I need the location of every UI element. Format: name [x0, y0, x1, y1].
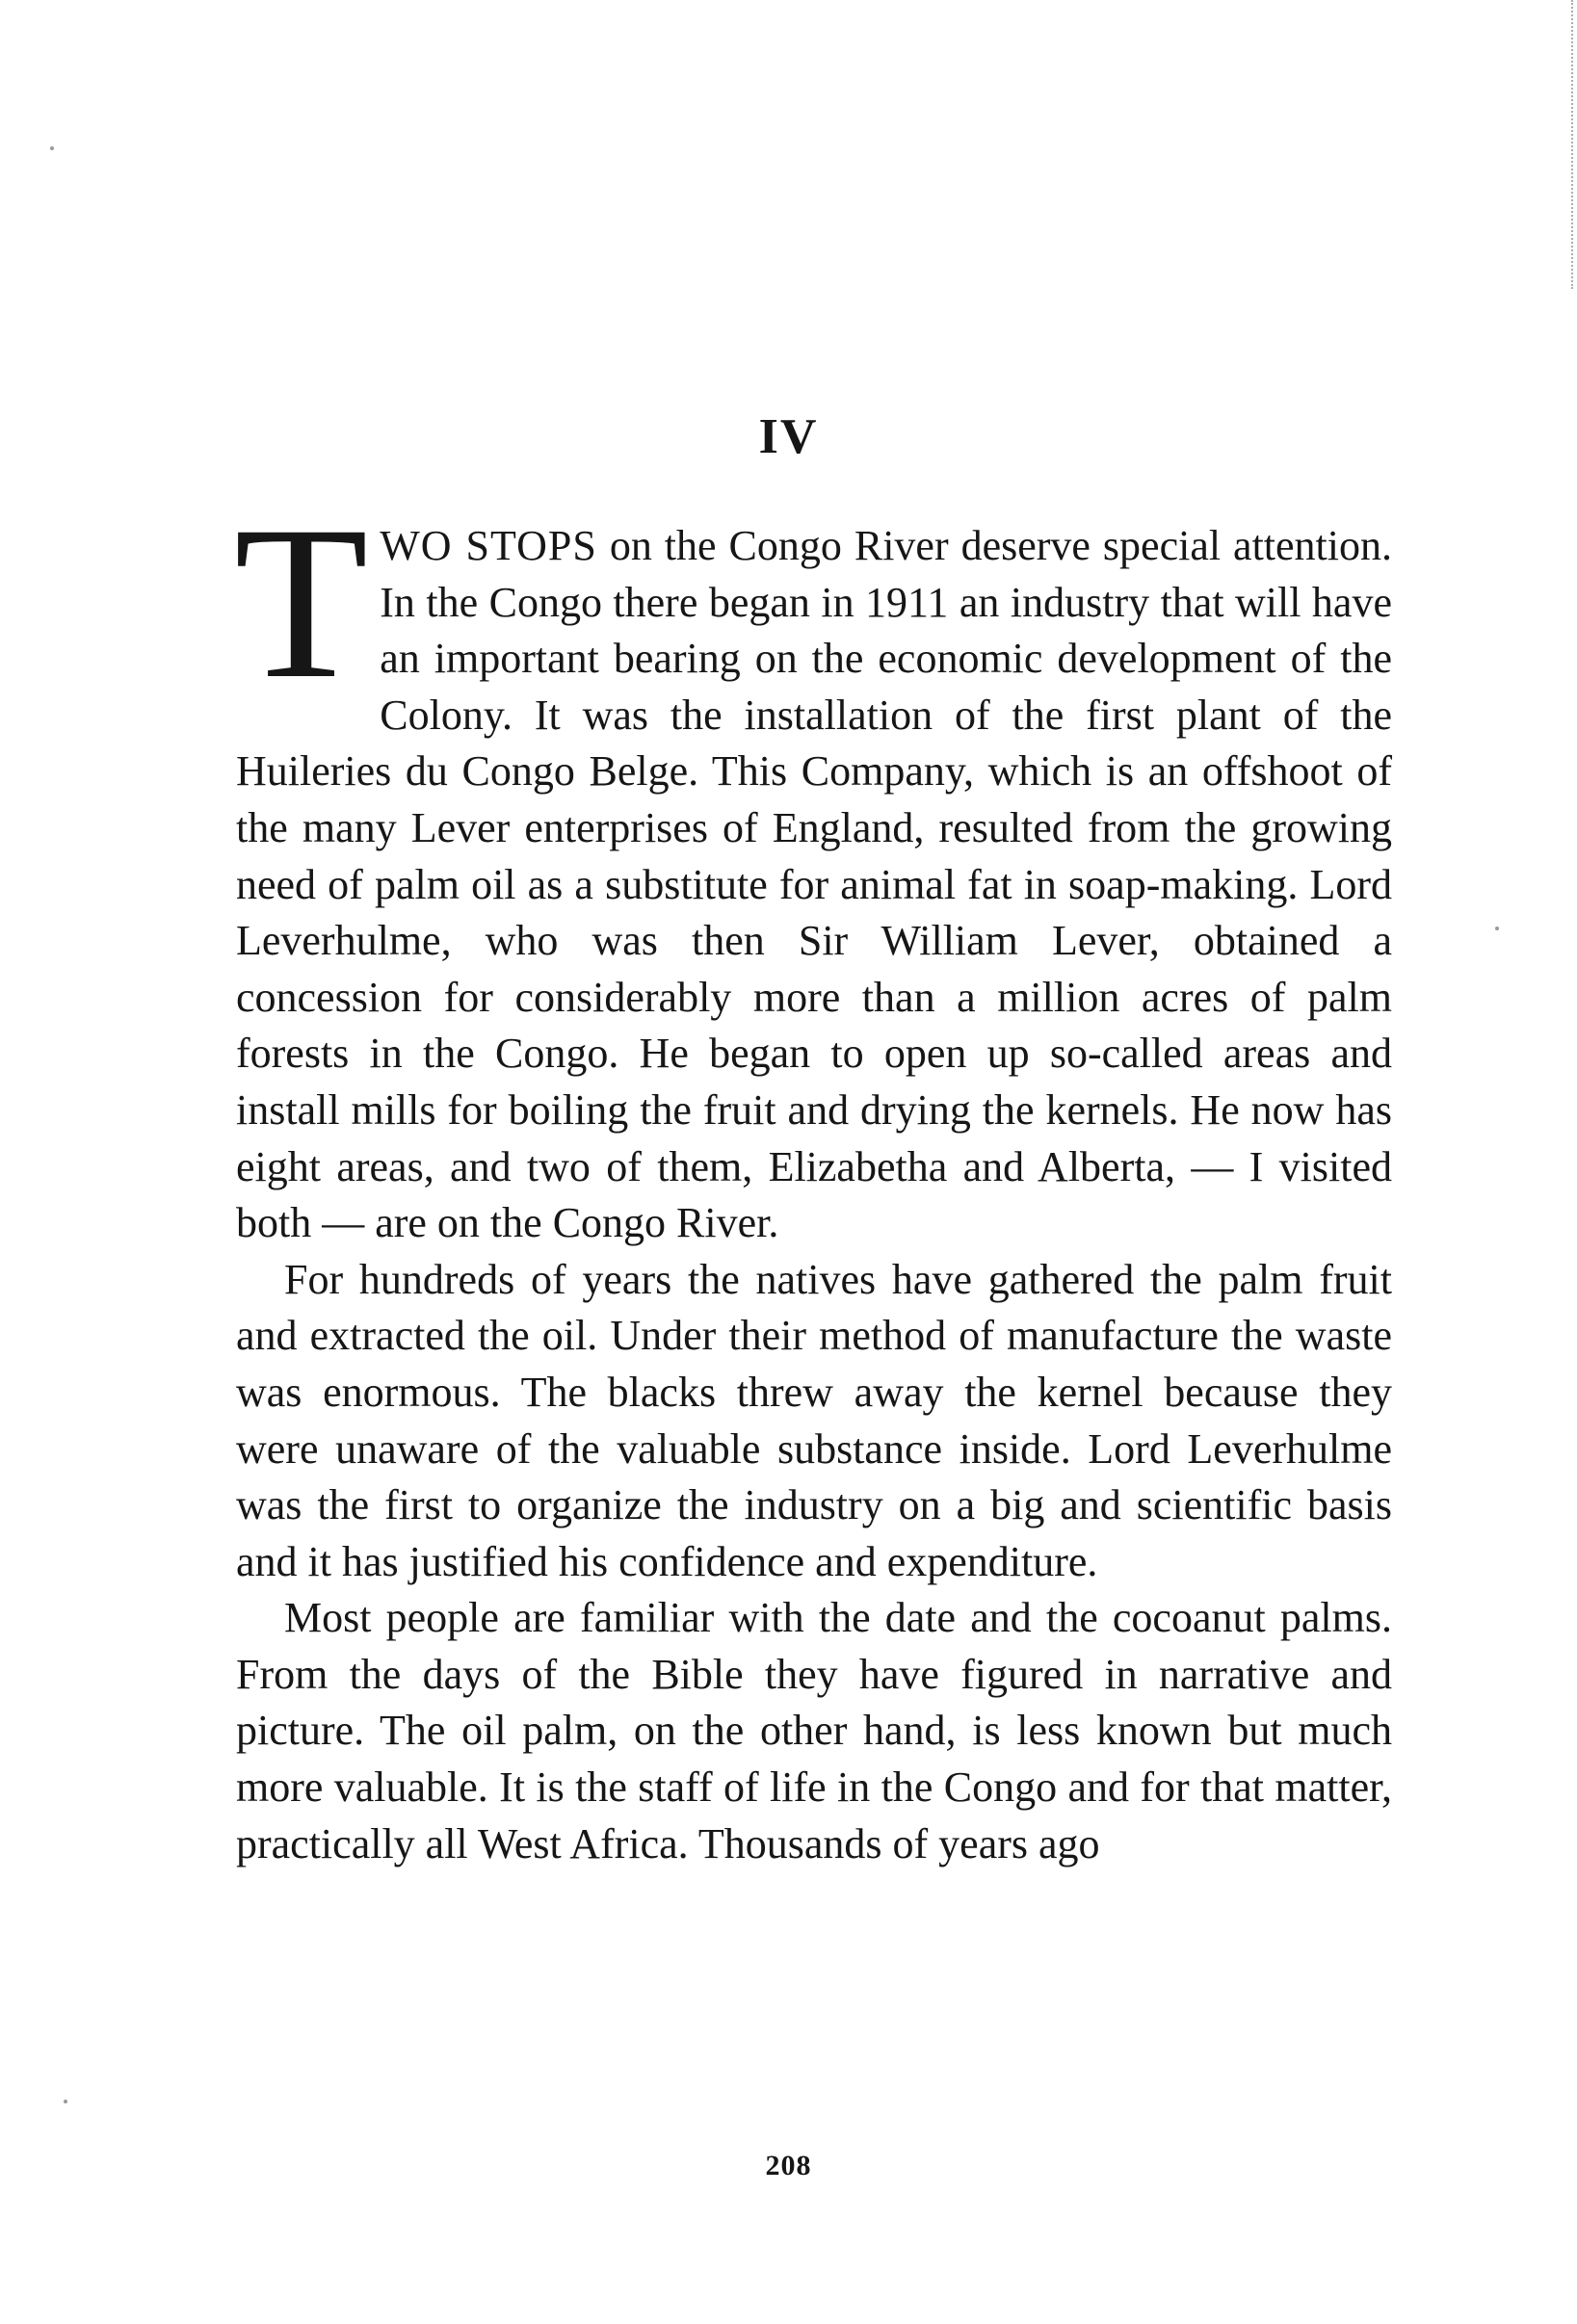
opening-lead-words: WO STOPS: [380, 522, 597, 569]
opening-text: on the Congo River deserve special attention. In the Congo there began in 1911 an industry that will have an important bearing on the economic development of the Colony. It was the installation of the first plant of the Huileries du Congo Belge. This Company, which is an offshoot of the many Lever enterprises of England, resulted from the growing need of palm oil as a substitute for animal fat in soap-making. Lord Leverhulme, who was then Sir William Lever, obtained a concession for considerably more than a million acres of palm forests in the Congo. He began to open up so-called areas and install mills for boiling the fruit and drying the kernels. He now has eight areas, and two of them, Elizabetha and Alberta, — I visited both — are on the Congo River.: [236, 522, 1393, 1247]
scan-speck: [64, 2100, 67, 2103]
paragraph-2: For hundreds of years the natives have gathered the palm fruit and extracted the oil. Under their method of manufacture the waste was enormous. The blacks threw away the kernel because they were unaware of the valuable substance inside. Lord Leverhulme was the first to organize the industry on a big and scientific basis and it has justified his confidence and expenditure.: [236, 1255, 1392, 1585]
scan-speck: [50, 146, 54, 150]
scan-speck: [1495, 927, 1499, 930]
scan-edge-artifact: [1565, 0, 1573, 289]
page-number: 208: [765, 2150, 812, 2181]
body-text: [234, 482, 1393, 1872]
opening-paragraph: [234, 482, 1393, 1252]
drop-cap: T: [234, 482, 369, 724]
paragraph-3: Most people are familiar with the date and the cocoanut palms. From the days of the Bible they have figured in narrative and picture. The oil palm, on the other hand, is less known but much more valuable. It is the staff of life in the Congo and for that matter, practically all West Africa. Thousands of years ago: [236, 1594, 1392, 1867]
chapter-number: IV: [758, 409, 819, 464]
